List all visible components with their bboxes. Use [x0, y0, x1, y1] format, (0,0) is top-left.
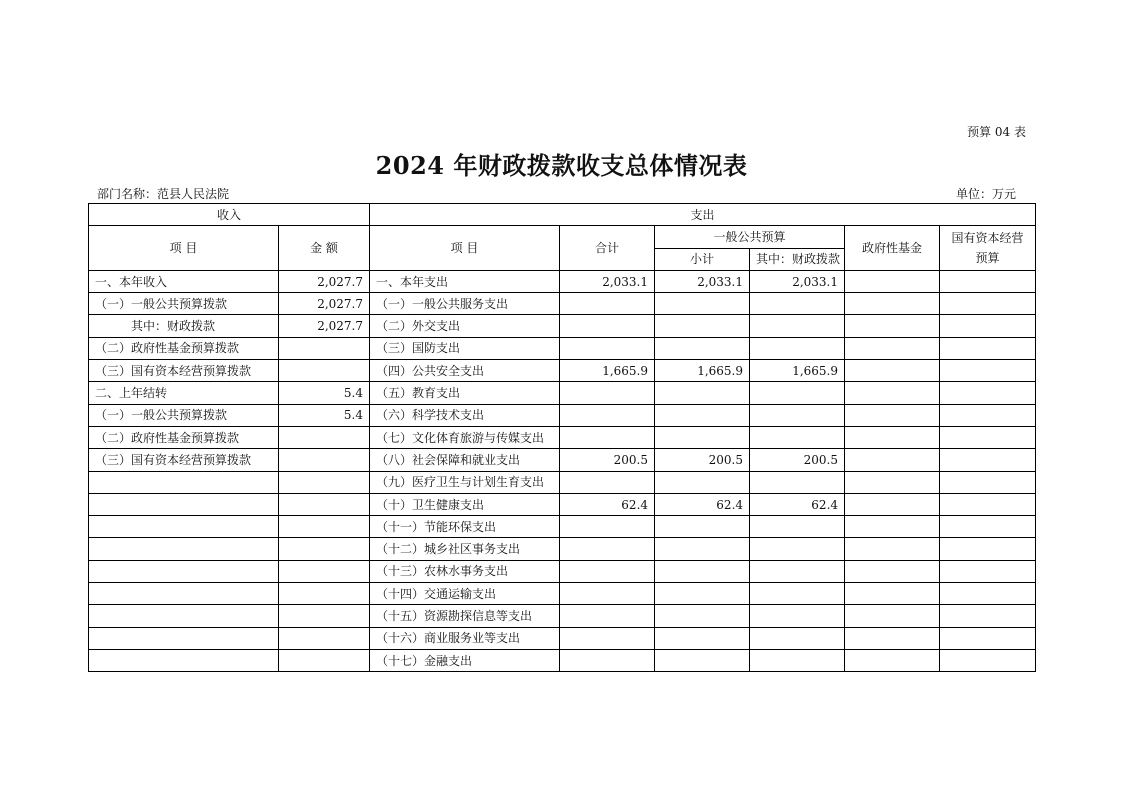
income-amount-cell: 5.4 — [279, 404, 370, 426]
fiscal-cell: 1,665.9 — [750, 360, 845, 382]
gov-fund-cell — [845, 270, 940, 292]
table-row — [89, 270, 1036, 292]
income-amount-cell — [279, 627, 370, 649]
subtotal-cell: 62.4 — [655, 493, 750, 515]
subtotal-cell — [655, 315, 750, 337]
total-cell — [560, 404, 655, 426]
state-capital-cell — [940, 538, 1036, 560]
subtotal-cell — [655, 516, 750, 538]
income-item-cell: （三）国有资本经营预算拨款 — [89, 360, 279, 382]
total-cell — [560, 516, 655, 538]
gov-fund-cell — [845, 293, 940, 315]
state-capital-cell — [940, 449, 1036, 471]
subtotal-cell — [655, 293, 750, 315]
total-cell — [560, 627, 655, 649]
gov-fund-cell — [845, 516, 940, 538]
general-budget-header: 一般公共预算 — [655, 226, 845, 248]
income-amount-cell: 5.4 — [279, 382, 370, 404]
expense-item-cell: （十七）金融支出 — [370, 649, 560, 671]
fiscal-cell — [750, 315, 845, 337]
gov-fund-cell — [845, 471, 940, 493]
subtotal-cell — [655, 583, 750, 605]
income-item-cell: （三）国有资本经营预算拨款 — [89, 449, 279, 471]
fiscal-cell — [750, 538, 845, 560]
total-cell — [560, 337, 655, 359]
gov-fund-cell — [845, 649, 940, 671]
fiscal-cell: 200.5 — [750, 449, 845, 471]
subtotal-cell — [655, 471, 750, 493]
expense-item-cell: （十一）节能环保支出 — [370, 516, 560, 538]
subtotal-cell — [655, 382, 750, 404]
state-capital-cell — [940, 583, 1036, 605]
table-row — [89, 649, 1036, 671]
table-row — [89, 382, 1036, 404]
subtotal-cell — [655, 426, 750, 448]
gov-fund-cell — [845, 605, 940, 627]
gov-fund-cell — [845, 404, 940, 426]
state-capital-cell — [940, 493, 1036, 515]
gov-fund-cell — [845, 583, 940, 605]
income-amount-cell — [279, 471, 370, 493]
gov-fund-cell — [845, 449, 940, 471]
income-amount-cell: 2,027.7 — [279, 293, 370, 315]
table-row — [89, 426, 1036, 448]
state-capital-cell — [940, 649, 1036, 671]
income-amount-cell — [279, 493, 370, 515]
income-item-cell — [89, 516, 279, 538]
state-capital-header-line2: 预算 — [975, 251, 1000, 266]
gov-fund-cell — [845, 493, 940, 515]
table-row — [89, 538, 1036, 560]
expense-item-cell: （九）医疗卫生与计划生育支出 — [370, 471, 560, 493]
table-row — [89, 471, 1036, 493]
income-item-cell — [89, 649, 279, 671]
expense-item-cell: （十）卫生健康支出 — [370, 493, 560, 515]
fiscal-cell — [750, 404, 845, 426]
total-cell — [560, 649, 655, 671]
fiscal-cell: 2,033.1 — [750, 270, 845, 292]
subtotal-cell — [655, 605, 750, 627]
income-item-cell — [89, 538, 279, 560]
form-number: 预算 04 表 — [967, 125, 1026, 139]
total-cell — [560, 605, 655, 627]
expense-item-cell: （十二）城乡社区事务支出 — [370, 538, 560, 560]
income-item-cell: 其中：财政拨款 — [89, 315, 279, 337]
fiscal-cell — [750, 605, 845, 627]
state-capital-cell — [940, 337, 1036, 359]
expense-item-cell: （四）公共安全支出 — [370, 360, 560, 382]
gov-fund-cell — [845, 426, 940, 448]
income-item-cell — [89, 627, 279, 649]
table-row — [89, 404, 1036, 426]
fiscal-header: 其中：财政拨款 — [750, 248, 845, 270]
table-row — [89, 627, 1036, 649]
fiscal-cell: 62.4 — [750, 493, 845, 515]
total-cell — [560, 583, 655, 605]
table-row — [89, 315, 1036, 337]
expense-item-cell: 一、本年支出 — [370, 270, 560, 292]
expense-item-cell: （十五）资源勘探信息等支出 — [370, 605, 560, 627]
state-capital-cell — [940, 293, 1036, 315]
subtotal-cell — [655, 649, 750, 671]
expense-item-cell: （七）文化体育旅游与传媒支出 — [370, 426, 560, 448]
total-cell — [560, 382, 655, 404]
income-amount-cell — [279, 583, 370, 605]
state-capital-cell — [940, 560, 1036, 582]
table-row — [89, 360, 1036, 382]
subtotal-cell: 2,033.1 — [655, 270, 750, 292]
table-row — [89, 516, 1036, 538]
income-item-cell — [89, 583, 279, 605]
page-title: 2024 年财政拨款收支总体情况表 — [375, 151, 748, 180]
expense-header: 支出 — [370, 204, 1036, 226]
table-row — [89, 337, 1036, 359]
total-cell: 200.5 — [560, 449, 655, 471]
income-amount-cell — [279, 538, 370, 560]
subtotal-header: 小计 — [655, 248, 750, 270]
total-cell: 62.4 — [560, 493, 655, 515]
table-row — [89, 583, 1036, 605]
gov-fund-cell — [845, 360, 940, 382]
table-row — [89, 560, 1036, 582]
income-item-cell: （二）政府性基金预算拨款 — [89, 426, 279, 448]
gov-fund-cell — [845, 337, 940, 359]
income-item-cell: （一）一般公共预算拨款 — [89, 404, 279, 426]
expense-item-cell: （六）科学技术支出 — [370, 404, 560, 426]
expense-item-cell: （十四）交通运输支出 — [370, 583, 560, 605]
fiscal-cell — [750, 649, 845, 671]
state-capital-cell — [940, 270, 1036, 292]
income-amount-cell — [279, 560, 370, 582]
income-item-cell — [89, 605, 279, 627]
expense-item-cell: （一）一般公共服务支出 — [370, 293, 560, 315]
gov-fund-header: 政府性基金 — [845, 226, 940, 271]
table-row — [89, 293, 1036, 315]
income-item-cell: 一、本年收入 — [89, 270, 279, 292]
income-header: 收入 — [89, 204, 370, 226]
state-capital-header-line1: 国有资本经营 — [951, 231, 1024, 246]
income-item-cell: （二）政府性基金预算拨款 — [89, 337, 279, 359]
total-cell — [560, 538, 655, 560]
state-capital-cell — [940, 516, 1036, 538]
expense-item-cell: （三）国防支出 — [370, 337, 560, 359]
gov-fund-cell — [845, 627, 940, 649]
header-row-1 — [89, 204, 1036, 226]
income-item-header: 项 目 — [89, 226, 279, 271]
fiscal-cell — [750, 426, 845, 448]
fiscal-cell — [750, 560, 845, 582]
subtotal-cell — [655, 337, 750, 359]
fiscal-cell — [750, 293, 845, 315]
income-amount-cell — [279, 516, 370, 538]
total-cell — [560, 560, 655, 582]
subtotal-cell: 200.5 — [655, 449, 750, 471]
income-amount-cell: 2,027.7 — [279, 270, 370, 292]
income-amount-cell — [279, 426, 370, 448]
income-amount-cell — [279, 449, 370, 471]
expense-item-cell: （十六）商业服务业等支出 — [370, 627, 560, 649]
gov-fund-cell — [845, 382, 940, 404]
fiscal-cell — [750, 471, 845, 493]
state-capital-cell — [940, 382, 1036, 404]
unit-label: 单位：万元 — [955, 187, 1016, 201]
total-cell — [560, 471, 655, 493]
income-amount-cell: 2,027.7 — [279, 315, 370, 337]
total-cell — [560, 315, 655, 337]
subtotal-cell — [655, 627, 750, 649]
total-cell — [560, 293, 655, 315]
gov-fund-cell — [845, 560, 940, 582]
gov-fund-cell — [845, 315, 940, 337]
subtotal-cell: 1,665.9 — [655, 360, 750, 382]
state-capital-cell — [940, 360, 1036, 382]
income-item-cell — [89, 560, 279, 582]
gov-fund-cell — [845, 538, 940, 560]
total-cell — [560, 426, 655, 448]
expense-item-cell: （十三）农林水事务支出 — [370, 560, 560, 582]
income-item-cell — [89, 471, 279, 493]
income-amount-cell — [279, 649, 370, 671]
department-name: 部门名称：范县人民法院 — [97, 187, 230, 201]
subtotal-cell — [655, 560, 750, 582]
income-item-cell — [89, 493, 279, 515]
income-item-cell: （一）一般公共预算拨款 — [89, 293, 279, 315]
budget-table — [88, 203, 1036, 672]
income-amount-cell — [279, 337, 370, 359]
expense-item-cell: （八）社会保障和就业支出 — [370, 449, 560, 471]
fiscal-cell — [750, 337, 845, 359]
income-amount-cell — [279, 605, 370, 627]
subtotal-cell — [655, 538, 750, 560]
state-capital-cell — [940, 471, 1036, 493]
fiscal-cell — [750, 516, 845, 538]
total-cell: 2,033.1 — [560, 270, 655, 292]
state-capital-cell — [940, 605, 1036, 627]
total-header: 合计 — [560, 226, 655, 271]
state-capital-header — [940, 226, 1036, 271]
table-body — [89, 270, 1036, 671]
table-row — [89, 493, 1036, 515]
fiscal-cell — [750, 382, 845, 404]
income-amount-header: 金 额 — [279, 226, 370, 271]
table-row — [89, 449, 1036, 471]
state-capital-cell — [940, 426, 1036, 448]
subtotal-cell — [655, 404, 750, 426]
expense-item-cell: （五）教育支出 — [370, 382, 560, 404]
fiscal-cell — [750, 583, 845, 605]
table-row — [89, 605, 1036, 627]
income-amount-cell — [279, 360, 370, 382]
state-capital-cell — [940, 404, 1036, 426]
state-capital-cell — [940, 627, 1036, 649]
expense-item-header: 项 目 — [370, 226, 560, 271]
state-capital-cell — [940, 315, 1036, 337]
total-cell: 1,665.9 — [560, 360, 655, 382]
fiscal-cell — [750, 627, 845, 649]
expense-item-cell: （二）外交支出 — [370, 315, 560, 337]
header-row-2 — [89, 226, 1036, 248]
income-item-cell: 二、上年结转 — [89, 382, 279, 404]
